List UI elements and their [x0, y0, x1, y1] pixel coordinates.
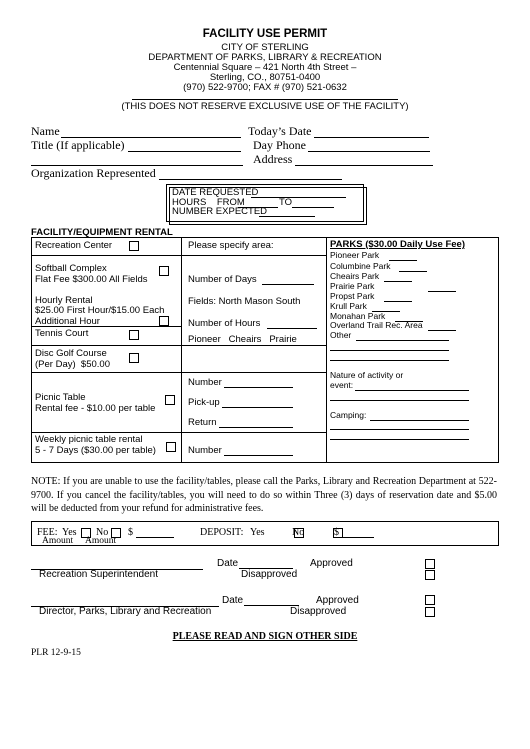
park-cheairs: Cheairs Park [330, 271, 380, 281]
day-phone-line[interactable] [308, 151, 430, 152]
cancellation-note: NOTE: If you are unable to use the facility/tables, please call the Parks, Library and Recreation Department at 522-9700. If you cancel the facility/tables, you will need to do so within Three (3) days of reservation date and $5.00 will be deducted from your refund for administrative fees. [31, 476, 497, 514]
return-line[interactable] [219, 427, 293, 428]
softball-fee-label: Flat Fee $300.00 All Fields [35, 274, 148, 285]
weekly-number-line[interactable] [224, 455, 293, 456]
number-of-hours-label: Number of Hours [188, 318, 261, 329]
disapproved-checkbox-2[interactable] [425, 607, 435, 617]
picnic-number-line[interactable] [224, 387, 293, 388]
name-label: Name [31, 124, 60, 138]
park-pioneer: Pioneer Park [330, 250, 380, 260]
disc-golf-checkbox[interactable] [129, 353, 139, 363]
fee-no-label: No [96, 527, 109, 538]
disapproved-label-2: Disapproved [290, 606, 347, 617]
deposit-dollar-label: $ [334, 527, 339, 538]
tennis-locations-label: Pioneer Cheairs Prairie [188, 334, 297, 345]
disapproved-label-1: Disapproved [241, 569, 298, 580]
address-line[interactable] [295, 165, 433, 166]
picnic-label: Picnic Table [35, 392, 86, 403]
hourly-additional-label: Additional Hour [35, 316, 100, 327]
fee-amount-label-2: Amount [85, 536, 117, 546]
picnic-checkbox[interactable] [165, 395, 175, 405]
park-pioneer-line[interactable] [389, 260, 417, 261]
parks-heading: PARKS ($30.00 Daily Use Fee) [330, 239, 465, 250]
header-department: DEPARTMENT OF PARKS, LIBRARY & RECREATION [148, 52, 382, 63]
specify-area-label: Please specify area: [188, 240, 274, 251]
fee-yes-label: Yes [62, 527, 77, 538]
title-label: Title (If applicable) [31, 138, 125, 152]
park-krull: Krull Park [330, 301, 367, 311]
disclaimer: (THIS DOES NOT RESERVE EXCLUSIVE USE OF THE FACILITY) [121, 101, 409, 112]
tennis-label: Tennis Court [35, 328, 89, 339]
deposit-label: DEPOSIT: [200, 527, 244, 538]
date-label-2: Date [222, 595, 244, 606]
title-line[interactable] [128, 151, 241, 152]
park-monahan: Monahan Park [330, 311, 386, 321]
park-prairie: Prairie Park [330, 281, 375, 291]
hourly-label: Hourly Rental [35, 295, 93, 306]
park-overland: Overland Trail Rec. Area [330, 320, 423, 330]
fee-label: FEE: [37, 527, 58, 538]
todays-date-label: Today’s Date [248, 124, 312, 138]
camping-line-3[interactable] [330, 439, 469, 440]
approved-label-1: Approved [310, 558, 353, 569]
event-label: event: [330, 380, 354, 390]
tennis-checkbox[interactable] [129, 330, 139, 340]
todays-date-line[interactable] [314, 137, 429, 138]
fee-amount-line[interactable] [136, 537, 174, 538]
picnic-number-label: Number [188, 377, 222, 388]
form-code: PLR 12-9-15 [31, 648, 81, 658]
return-label: Return [188, 417, 217, 428]
weekly-picnic-fee-label: 5 - 7 Days ($30.00 per table) [35, 445, 156, 456]
camping-label: Camping: [330, 410, 367, 420]
weekly-picnic-label: Weekly picnic table rental [35, 434, 143, 445]
park-other: Other [330, 330, 352, 340]
fee-amount-label: Amount [42, 536, 74, 546]
organization-line[interactable] [159, 179, 342, 180]
rental-heading: FACILITY/EQUIPMENT RENTAL [31, 227, 173, 238]
hours-to-line[interactable] [292, 207, 334, 208]
header-phone: (970) 522-9700; FAX # (970) 521-0632 [183, 82, 347, 93]
header-street: Centennial Square – 421 North 4th Street – [173, 62, 357, 73]
deposit-yes-label: Yes [250, 527, 265, 538]
weekly-picnic-checkbox[interactable] [166, 442, 176, 452]
park-overland-line[interactable] [428, 330, 456, 331]
date-label-1: Date [217, 558, 239, 569]
number-expected-label: NUMBER EXPECTED [172, 206, 268, 217]
park-cheairs-line[interactable] [384, 281, 412, 282]
fee-dollar-label: $ [128, 527, 133, 538]
hourly-fee-label: $25.00 First Hour/$15.00 Each [35, 305, 165, 316]
camping-line[interactable] [370, 420, 469, 421]
number-of-hours-line[interactable] [267, 328, 317, 329]
camping-line-2[interactable] [330, 429, 469, 430]
park-propst-line[interactable] [384, 301, 412, 302]
park-other-line-2[interactable] [330, 350, 449, 351]
hourly-checkbox[interactable] [159, 316, 169, 326]
recreation-center-checkbox[interactable] [129, 241, 139, 251]
hours-to-label: TO [279, 197, 293, 208]
park-prairie-line[interactable] [428, 291, 456, 292]
date-requested-line[interactable] [251, 197, 346, 198]
pickup-label: Pick-up [188, 397, 220, 408]
director-label: Director, Parks, Library and Recreation [39, 606, 212, 617]
number-expected-line[interactable] [259, 216, 315, 217]
approved-checkbox-2[interactable] [425, 595, 435, 605]
disapproved-checkbox-1[interactable] [425, 570, 435, 580]
picnic-fee-label: Rental fee - $10.00 per table [35, 403, 156, 414]
softball-checkbox[interactable] [159, 266, 169, 276]
pickup-line[interactable] [222, 407, 293, 408]
organization-label: Organization Represented [31, 166, 156, 180]
park-other-line-3[interactable] [330, 360, 449, 361]
park-propst: Propst Park [330, 291, 375, 301]
park-columbine: Columbine Park [330, 261, 391, 271]
header-citystate: Sterling, CO., 80751-0400 [209, 72, 321, 83]
disc-golf-label: Disc Golf Course [35, 348, 107, 359]
number-of-days-line[interactable] [262, 284, 314, 285]
event-line[interactable] [355, 390, 469, 391]
fields-label: Fields: North Mason South [188, 296, 301, 307]
approved-label-2: Approved [316, 595, 359, 606]
please-read-notice: PLEASE READ AND SIGN OTHER SIDE [172, 631, 358, 642]
nature-of-activity-label: Nature of activity or [330, 370, 404, 380]
deposit-amount-line[interactable] [343, 537, 374, 538]
header-city: CITY OF STERLING [221, 42, 309, 53]
park-columbine-line[interactable] [399, 271, 427, 272]
number-of-days-label: Number of Days [188, 274, 257, 285]
address-label: Address [253, 152, 293, 166]
approved-checkbox-1[interactable] [425, 559, 435, 569]
day-phone-label: Day Phone [253, 138, 306, 152]
softball-label: Softball Complex [35, 263, 107, 274]
disc-golf-fee-label: (Per Day) $50.00 [35, 359, 110, 370]
date-requested-label: DATE REQUESTED [172, 187, 259, 198]
weekly-number-label: Number [188, 445, 222, 456]
deposit-no-label: No [292, 527, 305, 538]
recreation-center-label: Recreation Center [35, 240, 113, 251]
form-title: FACILITY USE PERMIT [202, 28, 328, 40]
event-line-2[interactable] [330, 400, 469, 401]
hours-from-label: HOURS FROM [172, 197, 245, 208]
rec-super-label: Recreation Superintendent [39, 569, 158, 580]
park-other-line[interactable] [356, 340, 449, 341]
